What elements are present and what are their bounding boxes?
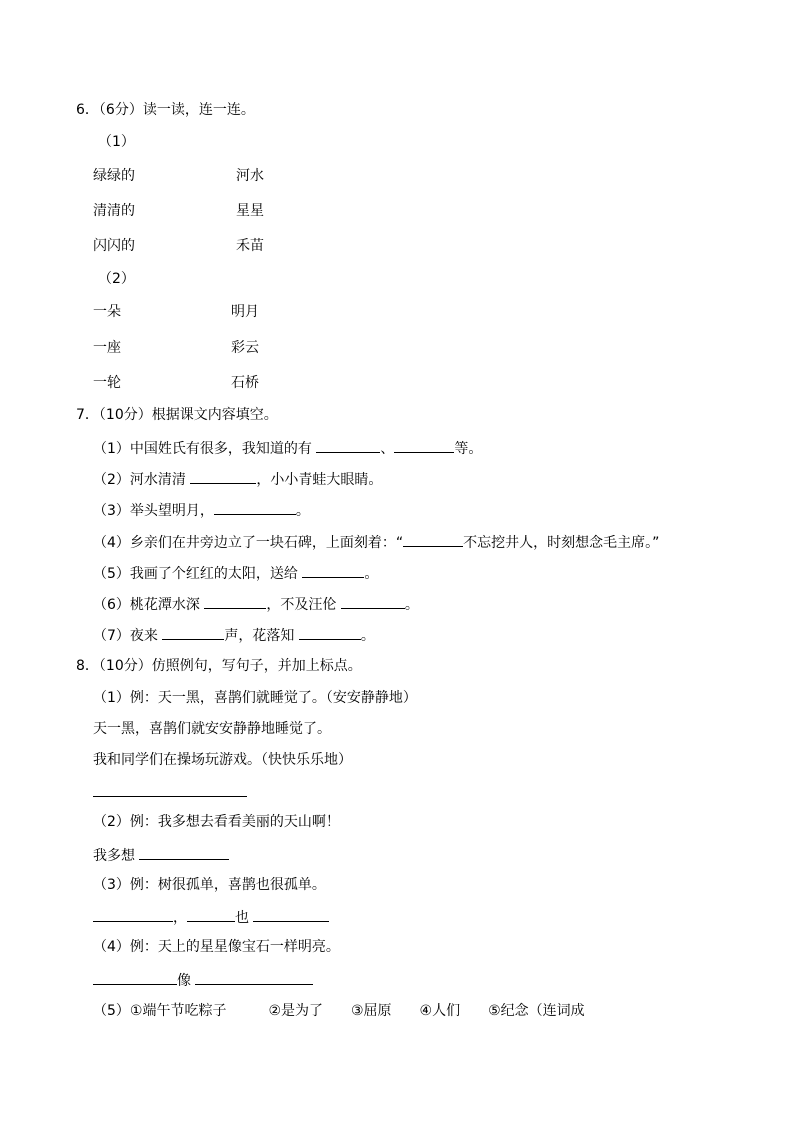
q6-right-item: 禾苗 (236, 238, 264, 254)
answer-blank[interactable] (190, 469, 256, 484)
answer-blank[interactable] (253, 907, 329, 922)
q7-item-5-end: 。 (364, 566, 379, 582)
answer-blank[interactable] (403, 532, 463, 547)
answer-blank[interactable] (302, 563, 364, 578)
q8-task-4-xiang: 像 (177, 973, 191, 989)
q6-part-1-label: （1） (98, 134, 135, 150)
q7-item-1-text: （1）中国姓氏有很多，我知道的有 (93, 441, 312, 457)
q7-item-5-text: （5）我画了个红红的太阳，送给 (93, 566, 298, 582)
q8-task-1: 我和同学们在操场玩游戏。（快快乐乐地） (93, 752, 352, 768)
q6-right-item: 石桥 (231, 375, 259, 391)
q7-item-1-end: 等。 (454, 441, 483, 457)
answer-blank[interactable] (93, 907, 173, 922)
q7-item-3-end: 。 (295, 503, 310, 519)
q8-example-3: （3）例：树很孤单，喜鹊也很孤单。 (93, 877, 326, 893)
q7-item-4 (93, 532, 659, 552)
q8-task-2-text: 我多想 (93, 848, 135, 864)
q6-left-item: 闪闪的 (93, 238, 135, 254)
q8-example-2: （2）例：我多想去看看美丽的天山啊！ (93, 814, 340, 830)
q6-right-item: 星星 (236, 203, 264, 219)
q7-item-7-mid: 声，花落知 (224, 628, 295, 644)
q6-left-item: 一轮 (93, 375, 121, 391)
q8-example-1-answer: 天一黑，喜鹊们就安安静静地睡觉了。 (93, 721, 331, 737)
q8-task-2 (93, 845, 229, 865)
q7-item-3 (93, 500, 310, 520)
q7-item-7-text: （7）夜来 (93, 628, 158, 644)
question-8-header: 8．（10分）仿照例句，写句子，并加上标点。 (76, 658, 362, 674)
q7-item-2-text: （2）河水清清 (93, 472, 186, 488)
q8-task-3 (93, 907, 329, 927)
q7-item-6-end: 。 (404, 597, 419, 613)
q7-item-7-end: 。 (360, 628, 375, 644)
answer-blank[interactable] (299, 625, 361, 640)
q7-item-6-text: （6）桃花潭水深 (93, 597, 200, 613)
q8-example-4: （4）例：天上的星星像宝石一样明亮。 (93, 939, 340, 955)
answer-blank[interactable] (316, 438, 380, 453)
q6-right-item: 明月 (231, 304, 259, 320)
answer-blank[interactable] (93, 970, 177, 985)
answer-blank[interactable] (195, 970, 313, 985)
q8-task-4 (93, 970, 313, 990)
q7-item-4-text: （4）乡亲们在井旁边立了一块石碑，上面刻着：“ (93, 535, 404, 551)
q7-item-6-mid: ，不及汪伦 (266, 597, 337, 613)
q6-left-item: 一朵 (93, 304, 121, 320)
q7-item-1-sep: 、 (380, 441, 395, 457)
q6-left-item: 绿绿的 (93, 168, 135, 184)
answer-blank[interactable] (394, 438, 454, 453)
q7-item-6 (93, 594, 419, 614)
q8-task-3-ye: 也 (235, 910, 249, 926)
q6-right-item: 彩云 (231, 340, 259, 356)
q7-item-3-text: （3）举头望明月， (93, 503, 214, 519)
answer-blank[interactable] (139, 845, 229, 860)
q7-item-1 (93, 438, 482, 458)
answer-blank[interactable] (162, 625, 224, 640)
q8-item-5: （5）①端午节吃粽子 ②是为了 ③屈原 ④人们 ⑤纪念（连词成 (93, 1003, 585, 1019)
q6-right-item: 河水 (236, 168, 264, 184)
q7-item-2-end: ，小小青蛙大眼睛。 (256, 472, 383, 488)
q6-left-item: 一座 (93, 340, 121, 356)
q7-item-7 (93, 625, 375, 645)
answer-blank[interactable] (341, 594, 405, 609)
answer-blank[interactable] (187, 907, 235, 922)
answer-blank[interactable] (204, 594, 266, 609)
q8-example-1: （1）例：天一黑，喜鹊们就睡觉了。（安安静静地） (93, 690, 417, 706)
question-6-header: 6．（6分）读一读，连一连。 (76, 102, 255, 118)
q6-left-item: 清清的 (93, 203, 135, 219)
question-7-header: 7．（10分）根据课文内容填空。 (76, 407, 278, 423)
answer-line[interactable] (93, 796, 247, 797)
answer-blank[interactable] (214, 500, 296, 515)
q7-item-2 (93, 469, 382, 489)
q7-item-5 (93, 563, 378, 583)
q6-part-2-label: （2） (98, 271, 135, 287)
q7-item-4-end: 不忘挖井人，时刻想念毛主席。” (463, 535, 660, 551)
q8-task-3-comma: ， (173, 910, 187, 926)
